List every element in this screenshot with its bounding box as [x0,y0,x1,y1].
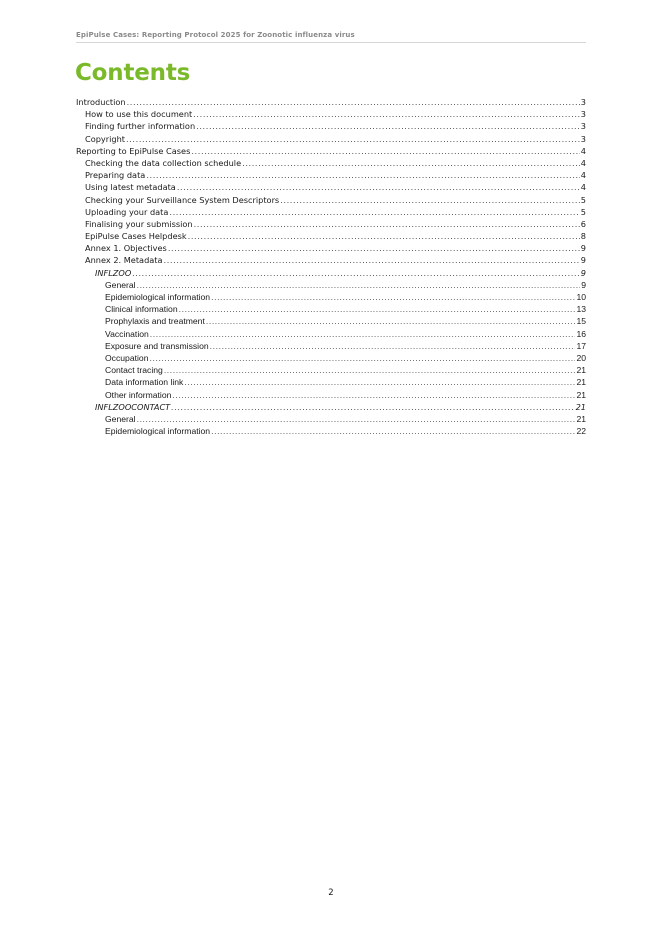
toc-entry-label: EpiPulse Cases Helpdesk [85,231,187,242]
toc-entry-page: 4 [580,170,586,181]
toc-entry-label: Checking your Surveillance System Descriptors [85,194,280,205]
toc-entry[interactable] [76,194,586,206]
toc-entry-page: 16 [576,328,586,339]
toc-entry-label: Contact tracing [105,365,163,376]
toc-entry-page: 4 [580,182,586,193]
toc-entry-page: 21 [576,377,586,388]
toc-entry-label: Using latest metadata [85,182,176,193]
toc-entry[interactable] [76,230,586,242]
toc-dot-leader [164,254,580,266]
toc-entry-page: 22 [576,426,586,437]
toc-entry-page: 3 [580,97,586,107]
toc-entry[interactable] [76,169,586,181]
toc-dot-leader [188,230,580,242]
toc-entry-label: Data information link [105,377,184,388]
page-title: Contents [75,60,191,86]
toc-dot-leader [193,108,580,120]
page-number: 2 [328,888,334,898]
toc-entry[interactable] [76,328,586,340]
table-of-contents [76,96,586,437]
toc-entry-page: 5 [580,206,586,217]
running-header: EpiPulse Cases: Reporting Protocol 2025 for Zoonotic influenza virus [76,31,355,39]
toc-entry-page: 21 [576,413,586,424]
toc-entry-label: How to use this document [85,109,193,120]
toc-dot-leader [164,364,576,376]
toc-entry[interactable] [76,352,586,364]
toc-entry[interactable] [76,157,586,169]
toc-entry[interactable] [76,303,586,315]
toc-entry-page: 4 [580,157,586,168]
toc-entry-label: Clinical information [105,304,178,315]
toc-entry-page: 10 [576,292,586,302]
toc-entry-label: Exposure and transmission [105,340,209,351]
toc-entry-page: 20 [576,352,586,363]
toc-dot-leader [211,425,575,437]
toc-entry-label: Preparing data [85,170,146,181]
toc-entry-page: 9 [580,267,586,278]
toc-entry-page: 9 [580,243,586,254]
toc-entry[interactable] [76,145,586,157]
toc-entry[interactable] [76,340,586,352]
toc-entry[interactable] [76,364,586,376]
toc-entry[interactable] [76,254,586,266]
toc-entry[interactable] [76,291,586,303]
toc-dot-leader [169,206,579,218]
toc-dot-leader [194,218,580,230]
toc-entry[interactable] [76,279,586,291]
toc-entry[interactable] [76,267,586,279]
toc-dot-leader [280,194,580,206]
toc-entry-label: Other information [105,389,172,400]
toc-entry[interactable] [76,206,586,218]
toc-entry-page: 17 [576,340,586,351]
toc-dot-leader [126,133,580,145]
toc-entry[interactable] [76,96,586,108]
toc-entry[interactable] [76,315,586,327]
toc-entry-page: 8 [580,231,586,242]
toc-dot-leader [171,401,574,413]
toc-entry-label: Epidemiological information [105,426,211,437]
toc-entry-label: Annex 2. Metadata [85,255,163,266]
toc-entry-label: Prophylaxis and treatment [105,316,205,327]
toc-dot-leader [149,352,575,364]
toc-dot-leader [146,169,579,181]
toc-entry-label: General [105,413,136,424]
toc-entry-label: General [105,279,136,290]
toc-entry-page: 21 [576,389,586,400]
toc-dot-leader [196,120,580,132]
toc-dot-leader [172,389,575,401]
toc-entry-label: Epidemiological information [105,292,211,302]
toc-entry-label: INFLZOO [95,267,132,278]
toc-entry-label: Finalising your submission [85,218,193,229]
toc-entry-page: 4 [580,145,586,156]
toc-entry[interactable] [76,120,586,132]
toc-dot-leader [127,96,580,108]
toc-entry-label: Uploading your data [85,206,169,217]
toc-entry[interactable] [76,413,586,425]
toc-entry-page: 13 [576,304,586,315]
toc-entry-page: 5 [580,194,586,205]
toc-entry-label: INFLZOOCONTACT [95,401,171,412]
toc-dot-leader [132,267,579,279]
toc-entry-page: 9 [581,279,586,290]
toc-entry-page: 3 [580,121,586,132]
toc-dot-leader [168,242,580,254]
toc-entry[interactable] [76,389,586,401]
toc-entry-page: 21 [576,365,586,376]
toc-dot-leader [179,303,576,315]
toc-dot-leader [184,376,575,388]
toc-entry-page: 9 [580,255,586,266]
toc-entry-page: 6 [580,218,586,229]
toc-dot-leader [191,145,579,157]
toc-dot-leader [177,181,580,193]
toc-entry[interactable] [76,401,586,413]
toc-entry-label: Annex 1. Objectives [85,243,167,254]
toc-entry-label: Copyright [85,133,126,144]
header-divider [76,42,586,43]
toc-entry[interactable] [76,242,586,254]
toc-entry-label: Finding further information [85,121,196,132]
toc-entry-page: 3 [580,109,586,120]
toc-entry-label: Occupation [105,352,149,363]
toc-entry[interactable] [76,108,586,120]
toc-entry-page: 3 [580,133,586,144]
toc-entry[interactable] [76,181,586,193]
toc-dot-leader [137,279,581,291]
toc-dot-leader [206,315,576,327]
toc-dot-leader [137,413,576,425]
toc-dot-leader [211,291,575,303]
toc-dot-leader [150,328,576,340]
toc-dot-leader [210,340,576,352]
toc-entry-page: 15 [576,316,586,327]
toc-entry-page: 21 [575,401,586,412]
toc-entry[interactable] [76,425,586,437]
toc-entry-label: Vaccination [105,328,149,339]
toc-entry[interactable] [76,133,586,145]
toc-entry[interactable] [76,218,586,230]
toc-entry[interactable] [76,376,586,388]
toc-entry-label: Checking the data collection schedule [85,157,242,168]
toc-dot-leader [242,157,580,169]
toc-entry-label: Introduction [76,97,126,107]
toc-entry-label: Reporting to EpiPulse Cases [76,145,191,156]
